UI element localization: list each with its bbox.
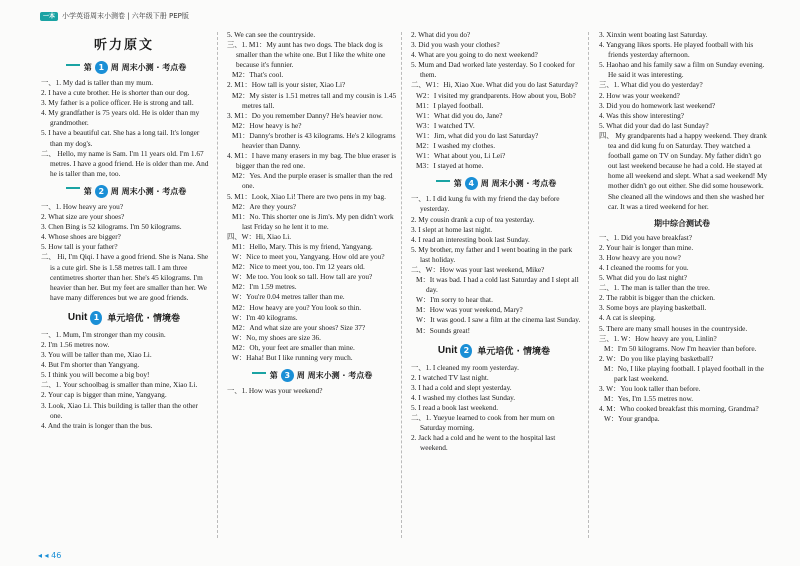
transcript-line: M1：Hello, Mary. This is my friend, Yangyang. bbox=[232, 241, 373, 251]
transcript-line: M2：Nice to meet you, too. I'm 12 years old. bbox=[232, 262, 365, 272]
transcript-line: W：Me too. You look so tall. How tall are you? bbox=[232, 272, 373, 282]
transcript-line: 2. How was your weekend? bbox=[599, 90, 680, 100]
column-divider bbox=[217, 32, 218, 538]
transcript-line: 3. M1：Do you remember Danny? He's heavier now. bbox=[227, 110, 383, 120]
transcript-line: 2. Your cap is bigger than mine, Yangyang. bbox=[41, 390, 167, 400]
transcript-line: W：I'm sorry to hear that. bbox=[416, 295, 493, 305]
transcript-line: M3：I stayed at home. bbox=[416, 161, 484, 171]
transcript-line: 5. I read a book last weekend. bbox=[411, 403, 499, 412]
transcript-line: W：I'm 40 kilograms. bbox=[232, 312, 298, 322]
midterm-title: 期中综合测试卷 bbox=[654, 218, 710, 228]
transcript-line: 4. A cat is sleeping. bbox=[599, 313, 656, 323]
transcript-line: 二、1. The man is taller than the tree. bbox=[599, 283, 710, 293]
transcript-line: M2：Oh, your feet are smaller than mine. bbox=[232, 342, 355, 352]
transcript-line: 三、1. What did you do yesterday? bbox=[599, 80, 703, 90]
column-divider bbox=[401, 32, 402, 538]
transcript-line: 3. Look, Xiao Li. This building is taller than the other one. bbox=[41, 400, 198, 420]
transcript-line: W1：Jim, what did you do last Saturday? bbox=[416, 130, 539, 140]
transcript-line: 3. W：You look taller than before. bbox=[599, 384, 701, 394]
transcript-line: W3：I watched TV. bbox=[416, 120, 475, 130]
transcript-line: 二、 Hi, I'm Qiqi. I have a good friend. She is Nana. She is a cute girl. She is 1.58 metres tall. I am three centimetres shorter than her. She's 45 kilograms. I'm heavier than her. But my feet are smaller than her. We have many differences but we are good friends. bbox=[41, 252, 209, 302]
transcript-line: M：Yes, I'm 1.55 metres now. bbox=[604, 394, 694, 404]
transcript-line: 4. Was this show interesting? bbox=[599, 110, 685, 120]
transcript-line: M2：Are they yours? bbox=[232, 201, 297, 211]
section-title: 周 周末小测 · 考点卷 bbox=[480, 179, 557, 189]
transcript-line: 3. I had a cold and slept yesterday. bbox=[411, 382, 512, 392]
transcript-line: 四、W：Hi, Xiao Li. bbox=[227, 231, 292, 241]
unit-2-transcript-cont bbox=[594, 30, 770, 212]
column-divider bbox=[588, 32, 589, 538]
week-2-transcript bbox=[36, 202, 212, 303]
transcript-line: 5. How tall is your father? bbox=[41, 242, 118, 252]
transcript-line: W：No, my shoes are size 36. bbox=[232, 332, 321, 342]
transcript-line: 二、W：How was your last weekend, Mike? bbox=[411, 264, 545, 274]
transcript-line: 5. What did you do last night? bbox=[599, 273, 688, 283]
transcript-line: 三、1. M1：My aunt has two dogs. The black dog is smaller than the white one. But I like the white one because it's funnier. bbox=[227, 40, 386, 70]
transcript-line: 一、1. How was your weekend? bbox=[227, 386, 323, 396]
transcript-line: 一、1. I did kung fu with my friend the day before yesterday. bbox=[411, 194, 560, 214]
transcript-line: 4. Whose shoes are bigger? bbox=[41, 232, 121, 242]
transcript-line: M2：How heavy are you? You look so thin. bbox=[232, 302, 362, 312]
transcript-line: 3. My father is a police officer. He is strong and tall. bbox=[41, 98, 194, 108]
brand-badge: 一本 bbox=[40, 12, 58, 21]
transcript-line: 3. Chen Bing is 52 kilograms. I'm 50 kilograms. bbox=[41, 222, 182, 232]
transcript-line: M2：Yes. And the purple eraser is smaller than the red one. bbox=[232, 171, 393, 191]
column-3 bbox=[406, 30, 582, 453]
book-header bbox=[40, 10, 189, 22]
column-2 bbox=[222, 30, 398, 396]
transcript-line: 四、 My grandparents had a happy weekend. They drank tea and did kung fu on Saturday. They watched a football game on TV on Sunday. My father didn't go out last weekend because he had a cold. He stayed at home all weekend and slept. What a sad weekend! My mother didn't go out either. She did some housework. She cleaned all the windows and then she washed her car. It was a tired weekend for her. bbox=[599, 130, 768, 211]
unit-1-heading bbox=[36, 311, 212, 325]
transcript-line: 4. And the train is longer than the bus. bbox=[41, 420, 153, 430]
transcript-line: 5. M1：Look, Xiao Li! There are two pens in my bag. bbox=[227, 191, 386, 201]
transcript-line: 2. The rabbit is bigger than the chicken. bbox=[599, 293, 715, 303]
transcript-line: 4. What are you going to do next weekend? bbox=[411, 50, 538, 60]
transcript-line: 5. I think you will become a big boy! bbox=[41, 370, 150, 380]
transcript-line: W2：I visited my grandparents. How about you, Bob? bbox=[416, 90, 576, 100]
page-number-text: 46 bbox=[51, 551, 62, 560]
transcript-line: 二、1. Your schoolbag is smaller than mine, Xiao Li. bbox=[41, 380, 198, 390]
transcript-line: 2. W：Do you like playing basketball? bbox=[599, 353, 714, 363]
unit-label: Unit bbox=[437, 345, 458, 357]
transcript-line: 3. You will be taller than me, Xiao Li. bbox=[41, 350, 152, 360]
transcript-line: W：You're 0.04 metres taller than me. bbox=[232, 292, 345, 302]
section-prefix: 第 bbox=[83, 63, 92, 72]
week-number-badge: 1 bbox=[95, 61, 108, 74]
transcript-line: 3. Some boys are playing basketball. bbox=[599, 303, 707, 313]
transcript-line: 2. What did you do? bbox=[411, 30, 471, 39]
week-number-badge: 3 bbox=[281, 369, 294, 382]
page-title: 听力原文 bbox=[93, 38, 154, 53]
section-prefix: 第 bbox=[269, 371, 278, 381]
week-1-transcript bbox=[36, 78, 212, 179]
transcript-line: 4. But I'm shorter than Yangyang. bbox=[41, 360, 140, 370]
transcript-line: W：Your grandpa. bbox=[604, 414, 660, 424]
transcript-line: M1：No. This shorter one is Jim's. My pen didn't work last Friday so he lent it to me. bbox=[232, 211, 394, 231]
transcript-line: W：Haha! But I like running very much. bbox=[232, 353, 353, 362]
unit-1-transcript-cont bbox=[222, 30, 398, 363]
transcript-line: M1：Danny's brother is 43 kilograms. He's 2 kilograms heavier than Danny. bbox=[232, 130, 396, 151]
section-prefix: 第 bbox=[453, 179, 462, 189]
section-title: 周 周末小测 · 考点卷 bbox=[110, 186, 187, 196]
transcript-line: 2. What size are your shoes? bbox=[41, 212, 125, 222]
transcript-line: M：I'm 50 kilograms. Now I'm heavier than before. bbox=[604, 343, 757, 353]
week-number-badge: 2 bbox=[95, 185, 108, 198]
week-3-transcript-cont bbox=[406, 30, 582, 171]
transcript-line: 3. Did you do homework last weekend? bbox=[599, 100, 716, 110]
transcript-line: 5. There are many small houses in the countryside. bbox=[599, 323, 748, 333]
transcript-line: W：It was good. I saw a film at the cinema last Sunday. bbox=[416, 315, 581, 325]
transcript-line: 一、1. Did you have breakfast? bbox=[599, 232, 693, 242]
transcript-line: 2. Jack had a cold and he went to the hospital last weekend. bbox=[411, 433, 556, 453]
section-title: 周 周末小测 · 考点卷 bbox=[296, 371, 373, 381]
unit-2-heading bbox=[406, 344, 582, 358]
week-3-transcript bbox=[222, 386, 398, 396]
transcript-line: M：How was your weekend, Mary? bbox=[416, 305, 523, 315]
section-title: 周 周末小测 · 考点卷 bbox=[110, 63, 187, 72]
midterm-transcript bbox=[594, 233, 770, 425]
transcript-line: 4. Yangyang likes sports. He played football with his friends yesterday afternoon. bbox=[599, 40, 754, 60]
transcript-line: M2：I washed my clothes. bbox=[416, 141, 496, 151]
transcript-line: 二、W1：Hi, Xiao Xue. What did you do last Saturday? bbox=[411, 80, 578, 90]
header-text: 小学英语周末小测卷 | 六年级下册 PEP版 bbox=[62, 12, 189, 20]
unit-2-transcript bbox=[406, 363, 582, 454]
week-number-badge: 4 bbox=[465, 177, 478, 190]
transcript-line: 2. My cousin drank a cup of tea yesterday. bbox=[411, 214, 535, 224]
midterm-heading bbox=[594, 218, 770, 229]
section-heading-week-2 bbox=[36, 185, 212, 198]
transcript-line: 4. I read an interesting book last Sunday. bbox=[411, 234, 530, 244]
section-deco bbox=[436, 180, 450, 188]
unit-title: 单元培优 · 情境卷 bbox=[477, 347, 551, 358]
transcript-line: 2. I have a cute brother. He is shorter than our dog. bbox=[41, 88, 190, 98]
column-1 bbox=[36, 30, 212, 431]
page-number bbox=[38, 551, 61, 560]
transcript-line: M1：I played football. bbox=[416, 100, 484, 110]
transcript-line: M2：That's cool. bbox=[232, 70, 284, 80]
transcript-line: 4. M：Who cooked breakfast this morning, Grandma? bbox=[599, 404, 759, 414]
section-deco bbox=[252, 372, 266, 380]
section-heading-week-1 bbox=[36, 61, 212, 74]
transcript-line: 4. I washed my clothes last Sunday. bbox=[411, 392, 516, 402]
transcript-line: 2. Your hair is longer than mine. bbox=[599, 242, 694, 252]
unit-label: Unit bbox=[67, 312, 88, 324]
unit-number-badge: 1 bbox=[90, 311, 102, 325]
transcript-line: M：Sounds great! bbox=[416, 325, 471, 335]
week-4-transcript bbox=[406, 194, 582, 335]
transcript-line: 3. I slept at home last night. bbox=[411, 224, 493, 234]
transcript-line: 二、 Hello, my name is Sam. I'm 11 years old. I'm 1.67 metres. I have a good friend. He is older than me. And he is taller than me, too. bbox=[41, 148, 209, 178]
transcript-line: M2：How heavy is he? bbox=[232, 120, 302, 130]
section-prefix: 第 bbox=[83, 186, 92, 196]
transcript-line: 5. Mum and Dad worked late yesterday. So I cooked for them. bbox=[411, 60, 575, 80]
unit-1-transcript bbox=[36, 330, 212, 431]
section-deco bbox=[66, 187, 80, 195]
transcript-line: M：No, I like playing football. I played football in the park last weekend. bbox=[604, 363, 764, 383]
column-4 bbox=[594, 30, 770, 424]
transcript-line: W1：What did you do, Jane? bbox=[416, 110, 503, 120]
transcript-line: 4. M1：I have many erasers in my bag. The blue eraser is bigger than the red one. bbox=[227, 151, 397, 171]
transcript-line: 4. My grandfather is 75 years old. He is older than my grandmother. bbox=[41, 108, 200, 128]
transcript-line: 3. How heavy are you now? bbox=[599, 252, 681, 262]
transcript-line: W1：What about you, Li Lei? bbox=[416, 151, 506, 161]
transcript-line: 三、1. W：How heavy are you, Linlin? bbox=[599, 333, 717, 343]
transcript-line: 5. Haohao and his family saw a film on Sunday evening. He said it was interesting. bbox=[599, 60, 765, 80]
transcript-line: 4. I cleaned the rooms for you. bbox=[599, 262, 689, 272]
unit-number-badge: 2 bbox=[460, 344, 472, 358]
transcript-line: 5. I have a beautiful cat. She has a long tail. It's longer than my dog's. bbox=[41, 128, 200, 148]
section-deco bbox=[66, 64, 80, 72]
transcript-line: 2. I'm 1.56 metres now. bbox=[41, 339, 110, 349]
transcript-line: 3. Xinxin went boating last Saturday. bbox=[599, 30, 708, 39]
transcript-line: 5. We can see the countryside. bbox=[227, 30, 316, 39]
unit-title: 单元培优 · 情境卷 bbox=[107, 314, 181, 325]
transcript-line: 二、1. Yueyue learned to cook from her mum on Saturday morning. bbox=[411, 413, 555, 433]
transcript-line: 一、1. Mum, I'm stronger than my cousin. bbox=[41, 329, 166, 339]
transcript-line: W：Nice to meet you, Yangyang. How old are you? bbox=[232, 252, 385, 262]
transcript-line: 3. Did you wash your clothes? bbox=[411, 40, 500, 50]
transcript-line: M2：I'm 1.59 metres. bbox=[232, 282, 297, 292]
transcript-line: M2：My sister is 1.51 metres tall and my cousin is 1.45 metres tall. bbox=[232, 90, 397, 110]
section-heading-week-3 bbox=[222, 369, 398, 382]
transcript-line: 一、1. I cleaned my room yesterday. bbox=[411, 362, 519, 372]
transcript-line: 一、1. My dad is taller than my mum. bbox=[41, 78, 154, 87]
transcript-line: 2. I watched TV last night. bbox=[411, 372, 489, 382]
transcript-line: 一、1. How heavy are you? bbox=[41, 201, 124, 211]
page-arrow-icon: ◂ ◂ bbox=[38, 551, 52, 560]
section-heading-week-4 bbox=[406, 177, 582, 190]
transcript-line: M：It was bad. I had a cold last Saturday and I slept all day. bbox=[416, 275, 579, 295]
transcript-line: 5. What did your dad do last Sunday? bbox=[599, 120, 709, 130]
transcript-line: 2. M1：How tall is your sister, Xiao Li? bbox=[227, 80, 346, 90]
transcript-line: M2：And what size are your shoes? Size 37? bbox=[232, 322, 366, 332]
transcript-line: 5. My brother, my father and I went boating in the park last holiday. bbox=[411, 244, 573, 264]
